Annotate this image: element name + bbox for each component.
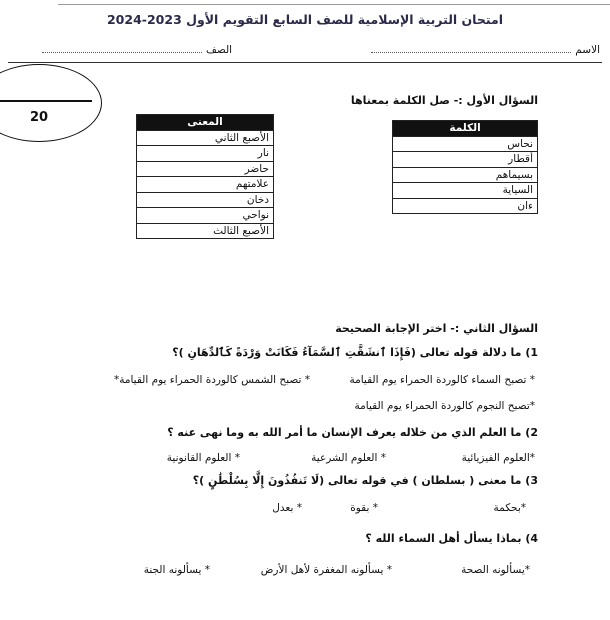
question1-title: السؤال الأول :- صل الكلمة بمعناها	[350, 94, 538, 107]
question-item-2: 2) ما العلم الذي من خلاله يعرف الإنسان ما أمر الله به وما نهى عنه ؟	[167, 426, 538, 439]
option-4c[interactable]: * يسألونه الجنة	[143, 564, 210, 576]
question-item-4: 4) بماذا يسأل أهل السماء الله ؟	[365, 532, 538, 545]
question-item-3: 3) ما معنى ( بسلطان ) في قوله تعالى (لَا تَنفُذُونَ إِلَّا بِسُلْطَٰنٍ )؟	[192, 474, 538, 487]
option-3c[interactable]: * بعدل	[272, 502, 302, 514]
question2-title: السؤال الثاني :- اختر الإجابة الصحيحة	[335, 322, 538, 335]
meaning-cell: الأصبع الثالث	[137, 223, 274, 239]
score-divider	[0, 100, 92, 102]
meaning-table	[136, 114, 274, 239]
option-2a[interactable]: *العلوم الفيزيائية	[461, 452, 535, 464]
exam-title: امتحان التربية الإسلامية للصف السابع التقويم الأول 2023-2024	[106, 12, 504, 27]
word-cell: نحاس	[393, 136, 538, 152]
meaning-cell: نار	[137, 146, 274, 162]
total-score: 20	[30, 110, 49, 125]
word-cell: أقطار	[393, 152, 538, 168]
name-label: الاسم	[575, 44, 600, 56]
word-cell: ءان	[393, 198, 538, 214]
class-line	[38, 44, 232, 56]
word-cell: بسيماهم	[393, 167, 538, 183]
option-1c[interactable]: *تصبح النجوم كالوردة الحمراء يوم القيامة	[354, 400, 535, 412]
meaning-cell: حاضر	[137, 161, 274, 177]
option-4b[interactable]: * يسألونه المغفرة لأهل الأرض	[260, 564, 392, 576]
top-rule	[58, 4, 610, 5]
question-item-1: 1) ما دلالة قوله تعالى (فَإِذَا ٱنشَقَّتِ ٱلسَّمَآءُ فَكَانَتْ وَرْدَةً كَٱلدِّهَانِ )؟	[172, 346, 538, 359]
name-line	[367, 44, 600, 56]
class-label: الصف	[206, 44, 233, 56]
header-divider	[8, 62, 602, 63]
option-3a[interactable]: *بحكمة	[493, 502, 526, 514]
class-field[interactable]	[42, 52, 202, 53]
option-3b[interactable]: * بقوة	[350, 502, 378, 514]
meaning-header: المعنى	[137, 115, 274, 131]
meaning-cell: الأصبع الثاني	[137, 130, 274, 146]
word-table	[392, 120, 538, 214]
option-1a[interactable]: * تصبح السماء كالوردة الحمراء يوم القيامة	[349, 374, 535, 386]
name-field[interactable]	[371, 52, 571, 53]
option-4a[interactable]: *يسألونه الصحة	[461, 564, 530, 576]
meaning-cell: علامتهم	[137, 177, 274, 193]
word-header: الكلمة	[393, 121, 538, 137]
option-2b[interactable]: * العلوم الشرعية	[311, 452, 386, 464]
option-2c[interactable]: * العلوم القانونية	[166, 452, 240, 464]
meaning-cell: دخان	[137, 192, 274, 208]
word-cell: السياية	[393, 183, 538, 199]
meaning-cell: نواحي	[137, 208, 274, 224]
score-circle	[0, 64, 102, 142]
option-1b[interactable]: * تصبح الشمس كالوردة الحمراء يوم القيامة*	[113, 374, 310, 386]
